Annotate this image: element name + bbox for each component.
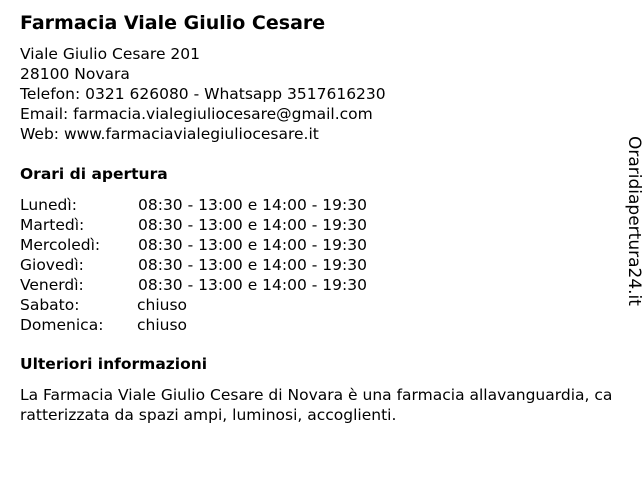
web-line: Web: www.farmaciavialegiuliocesare.it: [20, 125, 319, 143]
time-value: 08:30 - 13:00 e 14:00 - 19:30: [138, 276, 367, 294]
phone-line: Telefon: 0321 626080 - Whatsapp 3517616230: [20, 85, 386, 103]
time-value: chiuso: [137, 296, 188, 314]
day-label: Mercoledì:: [20, 236, 101, 254]
pharmacy-name: Farmacia Viale Giulio Cesare: [20, 12, 326, 34]
hours-heading: Orari di apertura: [20, 165, 168, 183]
address-line-2: 28100 Novara: [20, 65, 130, 83]
time-value: 08:30 - 13:00 e 14:00 - 19:30: [138, 216, 367, 234]
day-label: Sabato:: [20, 296, 80, 314]
email-line: Email: farmacia.vialegiuliocesare@gmail.com: [20, 105, 373, 123]
time-value: 08:30 - 13:00 e 14:00 - 19:30: [138, 236, 367, 254]
day-label: Lunedì:: [20, 196, 77, 214]
contact-block: [20, 44, 386, 144]
address-line-1: Viale Giulio Cesare 201: [20, 45, 201, 63]
day-label: Venerdì:: [20, 276, 84, 294]
day-label: Giovedì:: [20, 256, 84, 274]
site-brand-vertical: Oraridiapertura24.it: [624, 136, 644, 306]
info-text: La Farmacia Viale Giulio Cesare di Novara è una farmacia allavanguardia, caratterizzata da spazi ampi, luminosi, accoglienti.: [20, 386, 613, 424]
day-label: Domenica:: [20, 316, 104, 334]
time-value: chiuso: [137, 316, 188, 334]
time-value: 08:30 - 13:00 e 14:00 - 19:30: [138, 256, 367, 274]
day-label: Martedì:: [20, 216, 85, 234]
time-value: 08:30 - 13:00 e 14:00 - 19:30: [138, 196, 367, 214]
info-heading: Ulteriori informazioni: [20, 355, 208, 373]
